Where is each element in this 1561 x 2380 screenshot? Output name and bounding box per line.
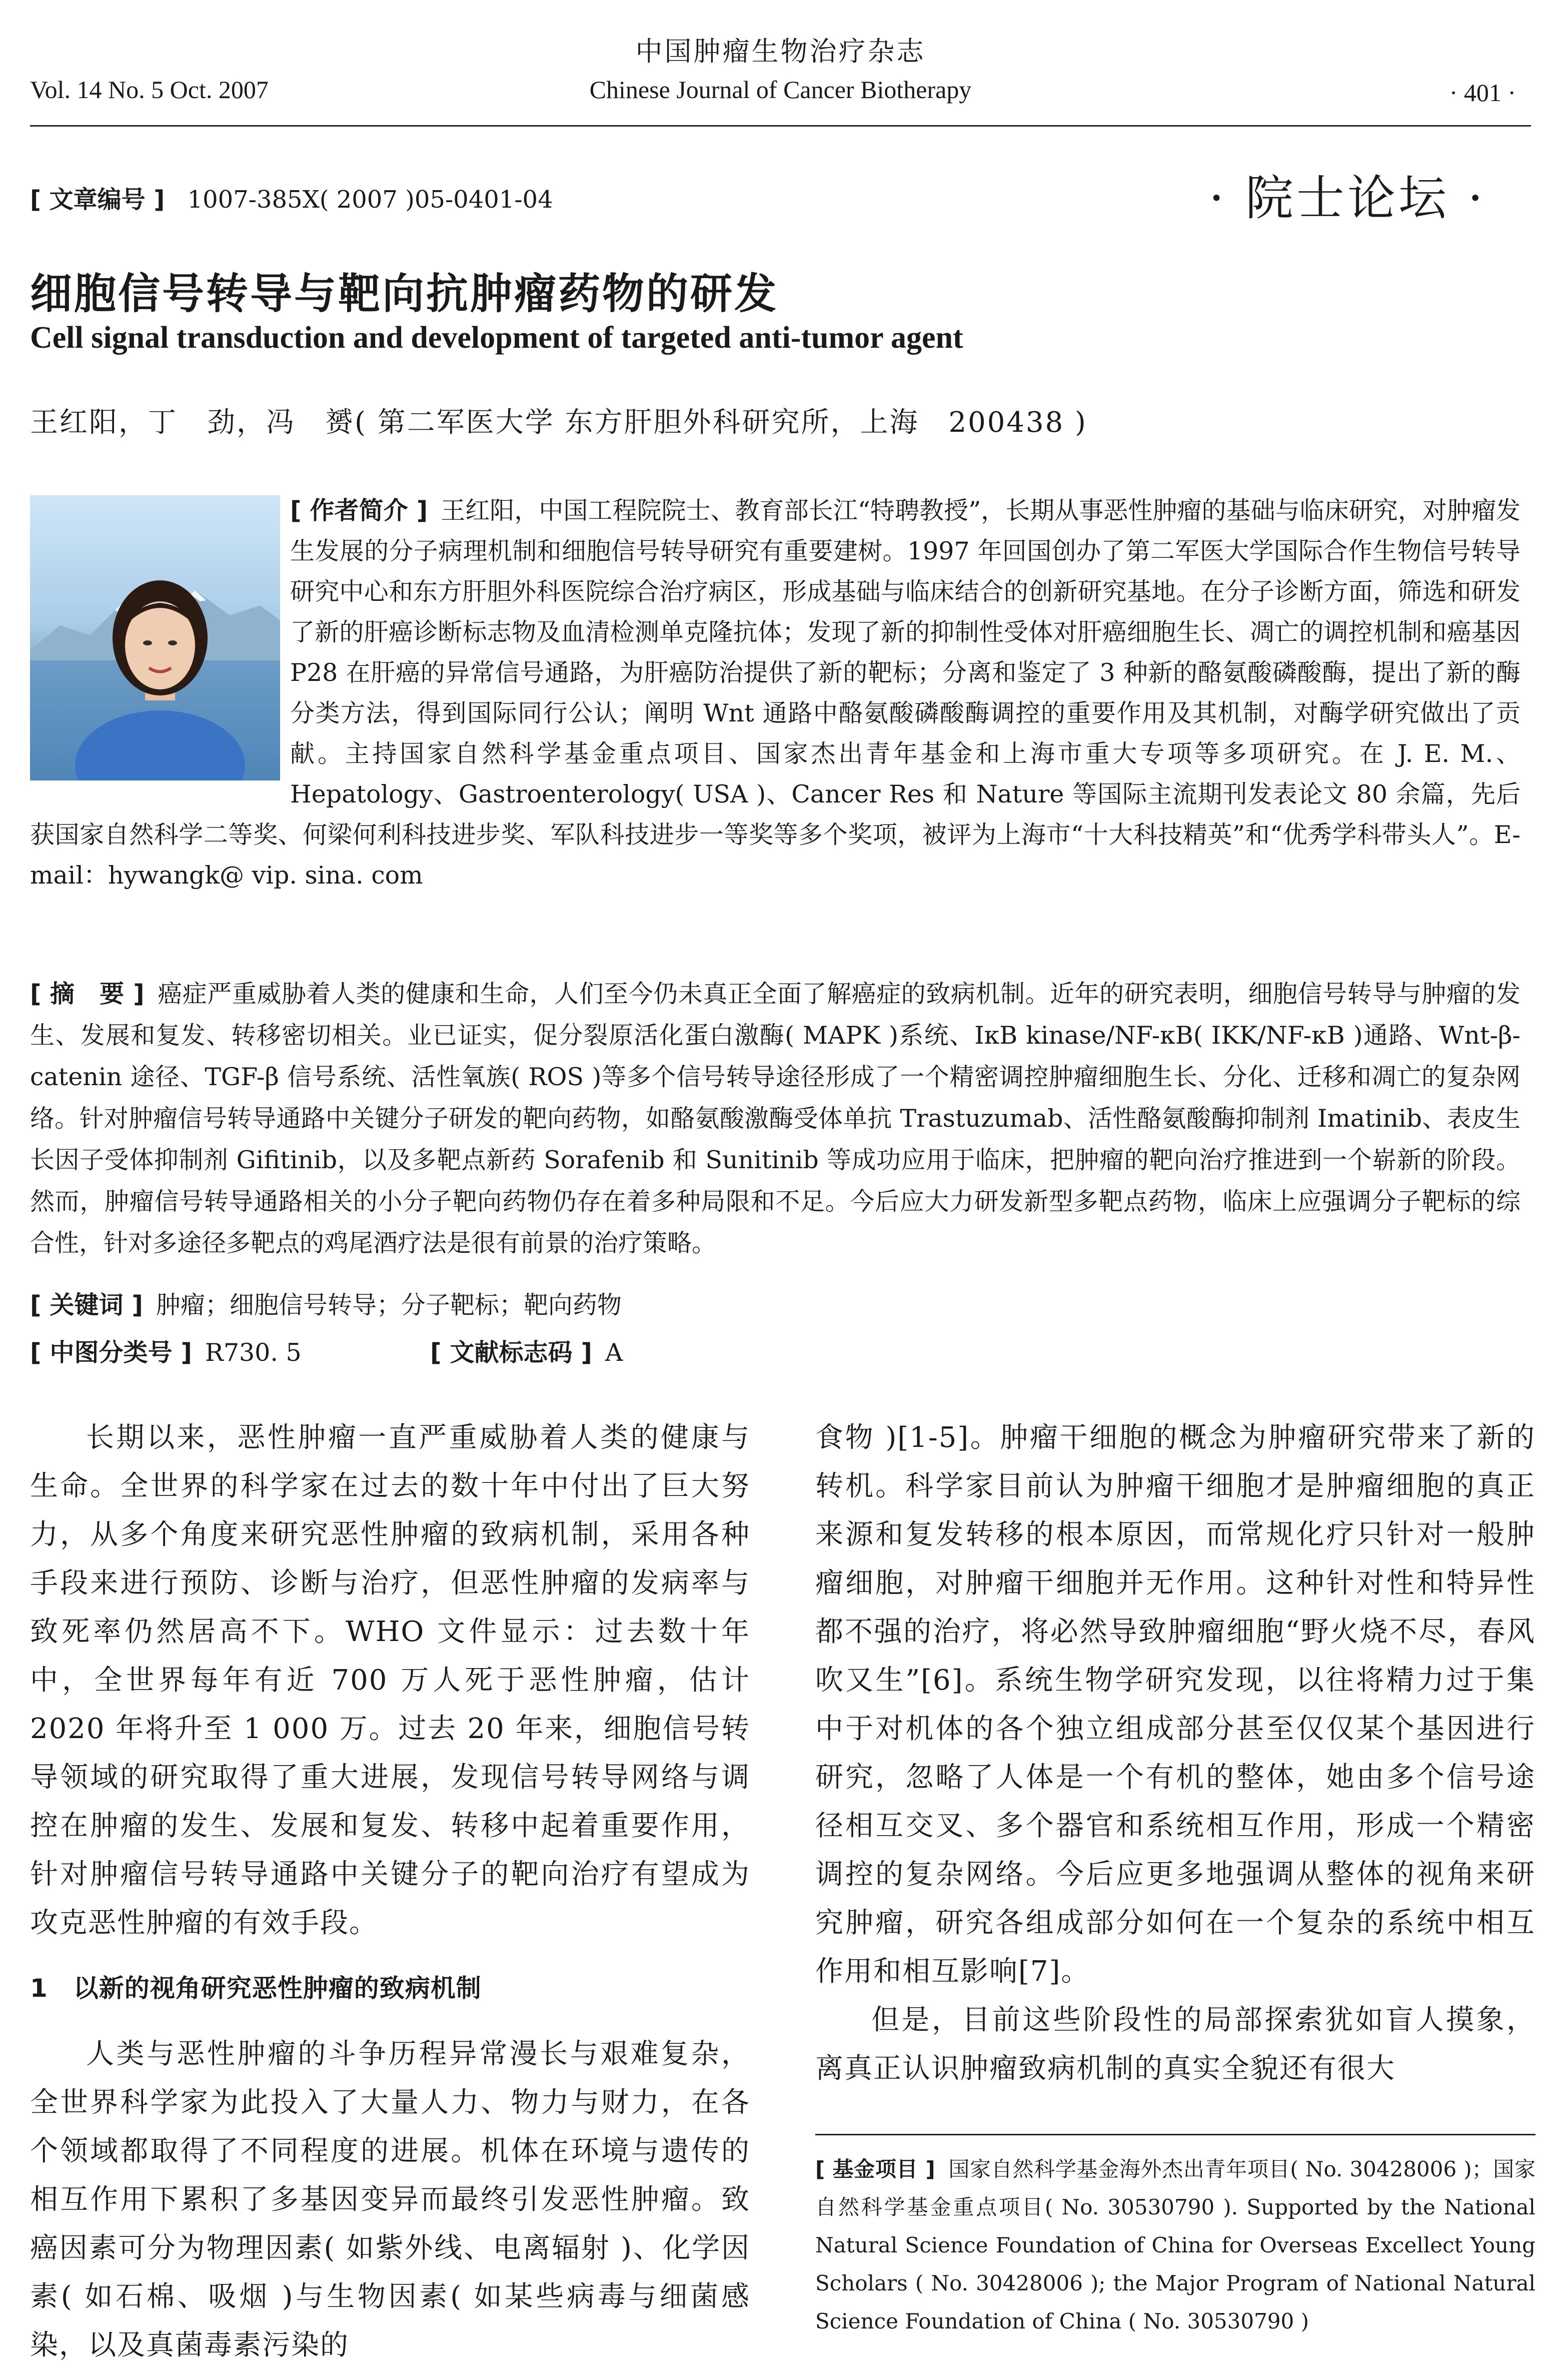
section-1-paragraph-2: 但是，目前这些阶段性的局部探索犹如盲人摸象，离真正认识肿瘤致病机制的真实全貌还有很大 (815, 2004, 1535, 2085)
body-column-left (30, 1413, 750, 2369)
running-header (30, 20, 1531, 127)
author-bio (30, 490, 1520, 896)
classification (30, 1333, 1520, 1368)
article-title-cn: 细胞信号转导与靶向抗肿瘤药物的研发 (30, 269, 779, 318)
keywords (30, 1286, 1520, 1321)
abstract (30, 973, 1520, 1264)
funding-label: [ 基金项目 ] (815, 2157, 935, 2181)
volume-issue: Vol. 14 No. 5 Oct. 2007 (30, 76, 269, 104)
journal-title-cn: 中国肿瘤生物治疗杂志 (635, 36, 926, 67)
document-code-label: [ 文献标志码 ] (430, 1338, 592, 1367)
journal-title-en: Chinese Journal of Cancer Biotherapy (589, 76, 972, 104)
author-line: 王红阳，丁 劲，冯 赟( 第二军医大学 东方肝胆外科研究所，上海 200438 ) (30, 406, 1087, 439)
keywords-label: [ 关键词 ] (30, 1291, 143, 1319)
class-number-label: [ 中图分类号 ] (30, 1338, 192, 1367)
section-1-heading: 1 以新的视角研究恶性肿瘤的致病机制 (30, 1974, 482, 2003)
abstract-label: [ 摘 要 ] (30, 980, 145, 1008)
column-label: · 院士论坛 · (1208, 170, 1486, 226)
photo-spacer (30, 490, 290, 785)
intro-paragraph: 长期以来，恶性肿瘤一直严重威胁着人类的健康与生命。全世界的科学家在过去的数十年中付出了巨大努力，从多个角度来研究恶性肿瘤的致病机制，采用各种手段来进行预防、诊断与治疗，但恶性肿瘤的发病率与致死率仍然居高不下。WHO 文件显示：过去数十年中，全世界每年有近 700 万人死于恶性肿瘤，估计 2020 年将升至 1 000 万。过去 20 年来，细胞信号转导领域的研究取得了重大进展，发现信号转导网络与调控在肿瘤的发生、发展和复发、转移中起着重要作用，针对肿瘤信号转导通路中关键分子的靶向治疗有望成为攻克恶性肿瘤的有效手段。 (30, 1421, 750, 1939)
keywords-text: 肿瘤；细胞信号转导；分子靶标；靶向药物 (156, 1291, 622, 1319)
continued-paragraph: 食物 )[1-5]。肿瘤干细胞的概念为肿瘤研究带来了新的转机。科学家目前认为肿瘤干细胞才是肿瘤细胞的真正来源和复发转移的根本原因，而常规化疗只针对一般肿瘤细胞，对肿瘤干细胞并无作用。这种针对性和特异性都不强的治疗，将必然导致肿瘤细胞“野火烧不尽，春风吹又生”[6]。系统生物学研究发现，以往将精力过于集中于对机体的各个独立组成部分甚至仅仅某个基因进行研究，忽略了人体是一个有机的整体，她由多个信号途径相互交叉、多个器官和系统相互作用，形成一个精密调控的复杂网络。今后应更多地强调从整体的视角来研究肿瘤，研究各组成部分如何在一个复杂的系统中相互作用和相互影响[7]。 (815, 1421, 1535, 1988)
document-code-value: A (605, 1338, 623, 1367)
author-bio-label: [ 作者简介 ] (290, 496, 428, 525)
article-number (30, 180, 553, 215)
body-column-right (815, 1413, 1535, 2093)
article-title-en: Cell signal transduction and development of targeted anti-tumor agent (30, 321, 963, 355)
page-number: · 401 · (1449, 79, 1516, 107)
article-number-label: [ 文章编号 ] (30, 186, 165, 214)
article-number-value: 1007-385X( 2007 )05-0401-04 (187, 186, 553, 214)
class-number-value: R730. 5 (205, 1338, 302, 1367)
section-1-paragraph: 人类与恶性肿瘤的斗争历程异常漫长与艰难复杂，全世界科学家为此投入了大量人力、物力与财力，在各个领域都取得了不同程度的进展。机体在环境与遗传的相互作用下累积了多基因变异而最终引发恶性肿瘤。致癌因素可分为物理因素( 如紫外线、电离辐射 )、化学因素( 如石棉、吸烟 )与生物因素( 如某些病毒与细菌感染，以及真菌毒素污染的 (30, 2038, 750, 2361)
document-code (430, 1333, 623, 1368)
abstract-text: 癌症严重威胁着人类的健康和生命，人们至今仍未真正全面了解癌症的致病机制。近年的研究表明，细胞信号转导与肿瘤的发生、发展和复发、转移密切相关。业已证实，促分裂原活化蛋白激酶( MAPK )系统、IκB kinase/NF-κB( IKK/NF-κB )通路、Wnt-β-catenin 途径、TGF-β 信号系统、活性氧族( ROS )等多个信号转导途径形成了一个精密调控肿瘤细胞生长、分化、迁移和凋亡的复杂网络。针对肿瘤信号转导通路中关键分子研发的靶向药物，如酪氨酸激酶受体单抗 Trastuzumab、活性酪氨酸酶抑制剂 Imatinib、表皮生长因子受体抑制剂 Gifitinib，以及多靶点新药 Sorafenib 和 Sunitinib 等成功应用于临床，把肿瘤的靶向治疗推进到一个崭新的阶段。然而，肿瘤信号转导通路相关的小分子靶向药物仍存在着多种局限和不足。今后应大力研发新型多靶点药物，临床上应强调分子靶标的综合性，针对多途径多靶点的鸡尾酒疗法是很有前景的治疗策略。 (30, 980, 1520, 1257)
funding-text: 国家自然科学基金海外杰出青年项目( No. 30428006 )；国家自然科学基金重点项目( No. 30530790 ). Supported by the National Natural Science Foundation of China for Overseas Excellect Young Scholars ( No. 30428006 ); the Major Program of National Natural Science Foundation of China ( No. 30530790 ) (815, 2157, 1535, 2333)
author-bio-text: 王红阳，中国工程院院士、教育部长江“特聘教授”，长期从事恶性肿瘤的基础与临床研究，对肿瘤发生发展的分子病理机制和细胞信号转导研究有重要建树。1997 年回国创办了第二军医大学国际合作生物信号转导研究中心和东方肝胆外科医院综合治疗病区，形成基础与临床结合的创新研究基地。在分子诊断方面，筛选和研发了新的肝癌诊断标志物及血清检测单克隆抗体；发现了新的抑制性受体对肝癌细胞生长、凋亡的调控机制和癌基因 P28 在肝癌的异常信号通路，为肝癌防治提供了新的靶标；分离和鉴定了 3 种新的酪氨酸磷酸酶，提出了新的酶分类方法，得到国际同行公认；阐明 Wnt 通路中酪氨酸磷酸酶调控的重要作用及其机制，对酶学研究做出了贡献。主持国家自然科学基金重点项目、国家杰出青年基金和上海市重大专项等多项研究。在 J. E. M.、Hepatology、Gastroenterology( USA )、Cancer Res 和 Nature 等国际主流期刊发表论文 80 余篇，先后获国家自然科学二等奖、何梁何利科技进步奖、军队科技进步一等奖等多个奖项，被评为上海市“十大科技精英”和“优秀学科带头人”。E-mail：hywangk@ vip. sina. com (30, 496, 1520, 890)
funding-note (815, 2134, 1535, 2340)
